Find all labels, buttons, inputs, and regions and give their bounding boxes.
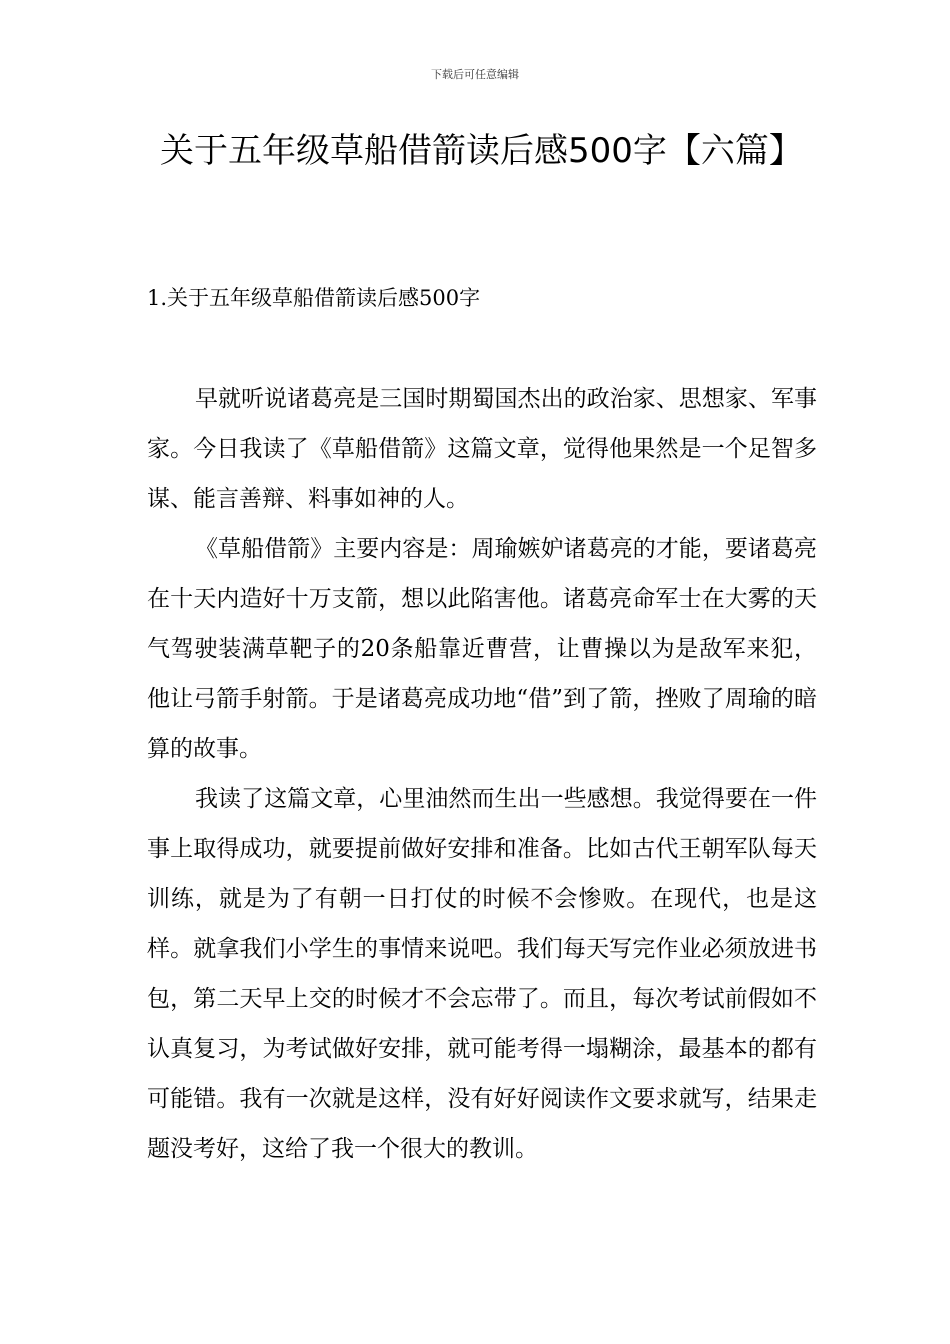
- document-title: 关于五年级草船借箭读后感500字【六篇】: [160, 131, 803, 171]
- body-text: [147, 374, 817, 1174]
- section-heading: 1.关于五年级草船借箭读后感500字: [147, 286, 481, 310]
- paragraph-2: 《草船借箭》主要内容是：周瑜嫉妒诸葛亮的才能，要诸葛亮在十天内造好十万支箭，想以此陷害他。诸葛亮命军士在大雾的天气驾驶装满草靶子的20条船靠近曹营，让曹操以为是敌军来犯，他让弓箭手射箭。于是诸葛亮成功地“借”到了箭，挫败了周瑜的暗算的故事。: [147, 536, 817, 762]
- paragraph-1: 早就听说诸葛亮是三国时期蜀国杰出的政治家、思想家、军事家。今日我读了《草船借箭》这篇文章，觉得他果然是一个足智多谋、能言善辩、料事如神的人。: [147, 386, 817, 512]
- header-note: 下载后可任意编辑: [431, 68, 519, 81]
- paragraph-3: 我读了这篇文章，心里油然而生出一些感想。我觉得要在一件事上取得成功，就要提前做好安排和准备。比如古代王朝军队每天训练，就是为了有朝一日打仗的时候不会惨败。在现代，也是这样。就拿我们小学生的事情来说吧。我们每天写完作业必须放进书包，第二天早上交的时候才不会忘带了。而且，每次考试前假如不认真复习，为考试做好安排，就可能考得一塌糊涂，最基本的都有可能错。我有一次就是这样，没有好好阅读作文要求就写，结果走题没考好，这给了我一个很大的教训。: [147, 786, 817, 1162]
